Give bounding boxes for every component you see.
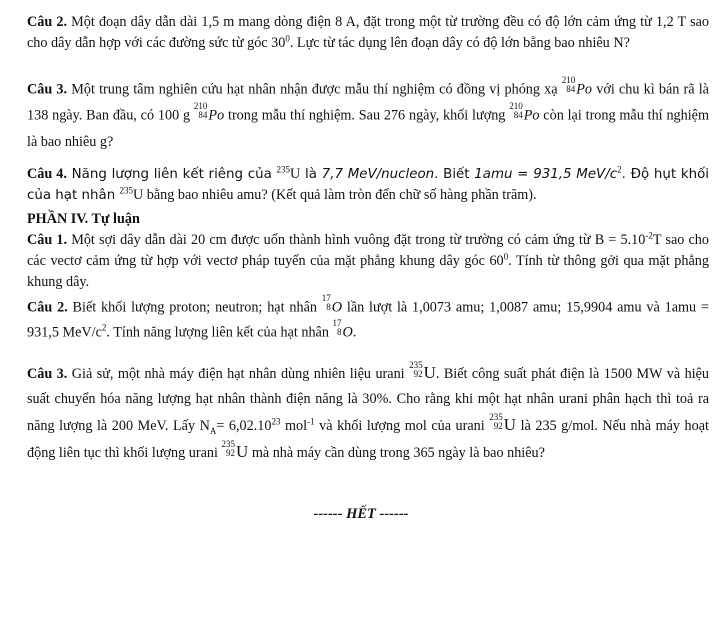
question-text: . Tính năng lượng liên kết của hạt nhân bbox=[106, 324, 333, 341]
question-text: Một trung tâm nghiên cứu hạt nhân nhận được mẫu thí nghiệm có đồng vị phóng xạ bbox=[67, 81, 562, 98]
end-marker: ------ HẾT ------ bbox=[313, 506, 409, 522]
exp-sup: 2 bbox=[101, 322, 107, 333]
amu-conversion: 1amu = 931,5 MeV/c bbox=[474, 167, 618, 182]
mass-number: 235 bbox=[119, 185, 133, 196]
nuclide-symbol: U bbox=[290, 166, 301, 182]
question-text: T sao cho các vectơ cảm ứng từ hợp với vectơ pháp tuyến của mặt phẳng khung dây góc 60 bbox=[27, 232, 709, 269]
nuclide-po-210: 210 84 Po bbox=[561, 75, 593, 98]
nuclide-u-235: 235 92 U bbox=[221, 438, 249, 461]
nuclide-u-235: 235 92 U bbox=[489, 411, 517, 434]
degree-sup: 0 bbox=[503, 251, 509, 262]
question-4 bbox=[27, 164, 709, 206]
question-text: và khối lượng mol của urani bbox=[314, 418, 490, 434]
question-text: Biết khối lượng proton; neutron; hạt nhân bbox=[67, 299, 322, 316]
essay-question-2 bbox=[27, 294, 709, 345]
nuclide-o-17: 17 8 O bbox=[321, 293, 343, 316]
section-title: PHẦN IV. Tự luận bbox=[27, 211, 140, 227]
question-2 bbox=[27, 12, 709, 54]
exp-sup: -2 bbox=[645, 230, 653, 241]
question-text: mol bbox=[280, 418, 308, 434]
question-text: còn lại trong mẫu thí nghiệm là bao nhiêu g? bbox=[27, 107, 710, 150]
nuclide-po-210: 210 84 Po bbox=[193, 101, 225, 124]
question-text: Một sợi dây dẫn dài 20 cm được uốn thành hình vuông đặt trong từ trường có cảm ứng từ B = 5.10 bbox=[67, 232, 646, 248]
question-text: trong mẫu thí nghiệm. Sau 276 ngày, khối lượng bbox=[224, 107, 510, 124]
question-text: . Biết bbox=[434, 167, 475, 182]
question-label: Câu 3. bbox=[27, 366, 68, 382]
question-text: Một đoạn dây dẫn dài 1,5 m mang dòng điện 8 A, đặt trong một từ trường đều có độ lớn cảm ứng từ 1,2 T sao cho dây dẫn hợp với các đường sức từ góc 30 bbox=[27, 14, 709, 51]
degree-sup: 0 bbox=[285, 33, 290, 44]
exp-sup: 23 bbox=[271, 416, 281, 427]
question-text: lần lượt là 1,0073 amu; 1,0087 amu; 15,9904 amu và 1amu = 931,5 MeV/c bbox=[27, 299, 709, 341]
question-3 bbox=[27, 76, 709, 155]
avogadro-sub: A bbox=[209, 425, 217, 436]
question-text: . bbox=[352, 324, 357, 341]
essay-question-3 bbox=[27, 360, 709, 466]
energy-value: 7,7 MeV/nucleon bbox=[321, 167, 435, 182]
question-text: Giả sử, một nhà máy điện hạt nhân dùng nhiên liệu urani bbox=[67, 366, 410, 382]
nuclide-po-210: 210 84 Po bbox=[509, 101, 540, 124]
question-text: = 6,02.10 bbox=[216, 418, 272, 434]
question-label: Câu 2. bbox=[27, 299, 68, 316]
question-text: . Biết công suất phát điện là 1500 MW và hiệu suất chuyển hóa năng lượng hạt nhân thành điện năng là 30%. Cho rằng khi một hạt nhân urani phân hạch thì toả ra năng lượng là 200 MeV. Lấy N bbox=[27, 366, 709, 434]
nuclide-u-235: 235 92 U bbox=[409, 359, 436, 382]
question-text: Năng lượng liên kết riêng của bbox=[66, 167, 277, 182]
essay-question-1 bbox=[27, 230, 709, 293]
question-label: Câu 3. bbox=[27, 81, 68, 98]
question-text: mà nhà máy cần dùng trong 365 ngày là bao nhiêu? bbox=[248, 445, 545, 461]
question-label: Câu 1. bbox=[27, 232, 68, 248]
question-text: là 235 g/mol. Nếu nhà máy hoạt động liên tục thì khối lượng urani bbox=[27, 418, 709, 461]
question-text: bằng bao nhiêu amu? (Kết quả làm tròn đến chữ số hàng phần trăm). bbox=[143, 187, 537, 203]
question-label: Câu 4. bbox=[27, 166, 67, 182]
exp-sup: -1 bbox=[307, 416, 315, 427]
mass-number: 235 bbox=[276, 164, 291, 175]
question-text: là bbox=[300, 167, 322, 182]
question-label: Câu 2. bbox=[27, 14, 68, 30]
question-text: . Độ hụt khối của hạt nhân bbox=[27, 167, 709, 203]
exp-sup: 2 bbox=[617, 164, 622, 175]
question-text: với chu kì bán rã là 138 ngày. Ban đầu, có 100 g bbox=[27, 81, 709, 124]
question-text: . Lực từ tác dụng lên đoạn dây có độ lớn bằng bao nhiêu N? bbox=[289, 35, 630, 51]
question-text: . Tính từ thông gởi qua mặt phẳng khung dây. bbox=[27, 253, 709, 290]
nuclide-o-17: 17 8 O bbox=[332, 318, 353, 341]
nuclide-symbol: U bbox=[132, 187, 144, 203]
